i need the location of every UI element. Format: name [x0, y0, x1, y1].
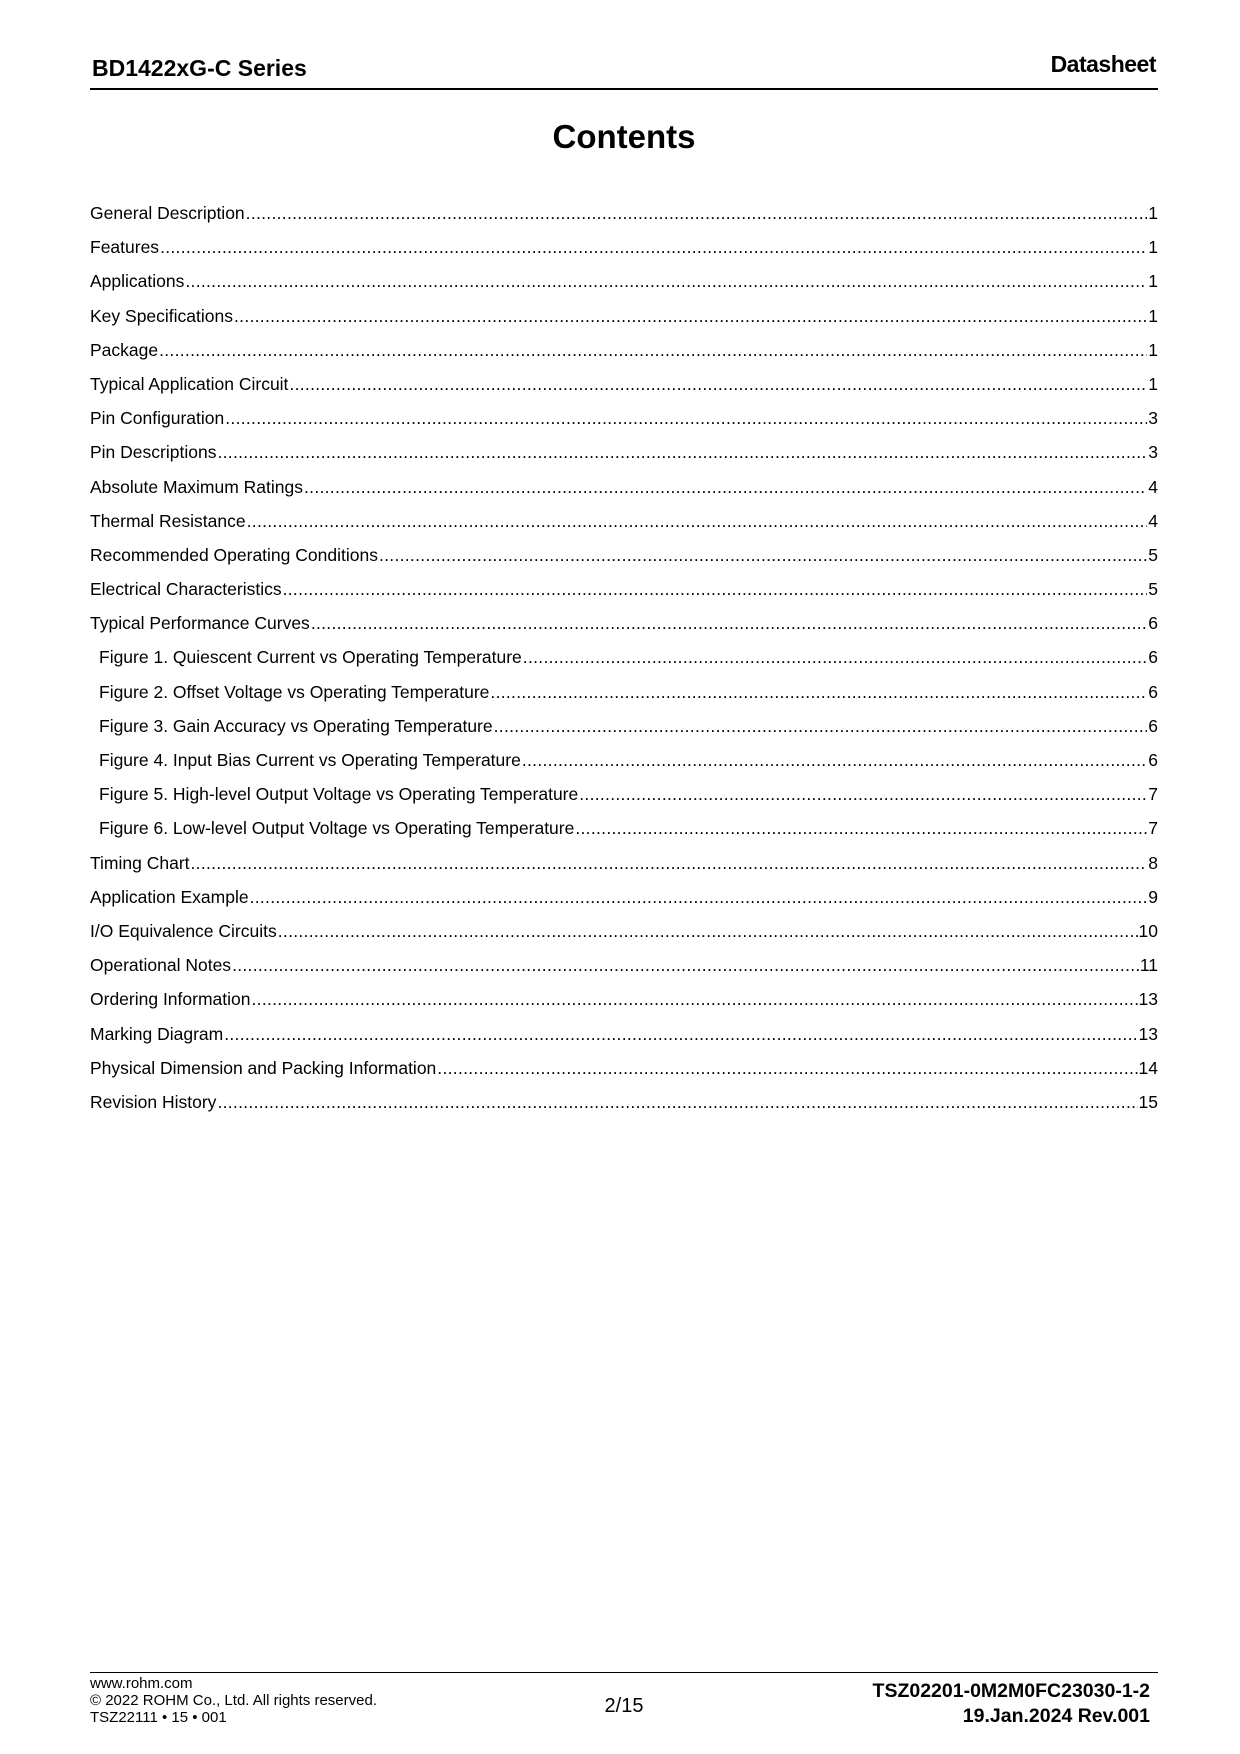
toc-dot-leader: [278, 914, 1138, 948]
toc-dot-leader: [579, 777, 1147, 811]
toc-entry-label: Pin Configuration: [90, 408, 225, 429]
toc-entry[interactable]: [90, 299, 1158, 333]
toc-entry[interactable]: [90, 572, 1158, 606]
toc-entry[interactable]: [90, 914, 1158, 948]
toc-dot-leader: [232, 948, 1139, 982]
toc-entry[interactable]: [90, 538, 1158, 572]
toc-entry-page: 11: [1139, 955, 1158, 976]
page-header: [90, 48, 1158, 90]
toc-dot-leader: [250, 880, 1148, 914]
toc-entry-page: 3: [1148, 408, 1158, 429]
toc-entry-page: 15: [1138, 1091, 1158, 1112]
toc-entry-label: Figure 2. Offset Voltage vs Operating Temperature: [99, 681, 490, 702]
toc-entry[interactable]: [90, 777, 1158, 811]
toc-dot-leader: [311, 606, 1147, 640]
toc-entry-page: 1: [1148, 237, 1158, 258]
page-footer: [90, 1672, 1158, 1733]
toc-entry-page: 6: [1148, 681, 1158, 702]
toc-entry-label: Timing Chart: [90, 852, 190, 873]
toc-entry-page: 7: [1148, 784, 1158, 805]
toc-entry-label: Figure 6. Low-level Output Voltage vs Operating Temperature: [99, 818, 575, 839]
toc-dot-leader: [490, 675, 1147, 709]
toc-entry[interactable]: [90, 982, 1158, 1016]
page-number: 2/15: [604, 1695, 644, 1717]
toc-entry[interactable]: [90, 675, 1158, 709]
toc-entry-label: Physical Dimension and Packing Information: [90, 1057, 437, 1078]
toc-entry-page: 6: [1148, 715, 1158, 736]
toc-dot-leader: [217, 1085, 1137, 1119]
toc-entry[interactable]: [90, 606, 1158, 640]
toc-entry[interactable]: [90, 1085, 1158, 1119]
toc-entry-label: Figure 3. Gain Accuracy vs Operating Temperature: [99, 715, 493, 736]
toc-entry-label: Thermal Resistance: [90, 510, 246, 531]
toc-dot-leader: [437, 1051, 1137, 1085]
toc-dot-leader: [191, 846, 1148, 880]
toc-entry-label: Typical Application Circuit: [90, 373, 289, 394]
toc-entry[interactable]: [90, 846, 1158, 880]
toc-entry-label: Absolute Maximum Ratings: [90, 476, 303, 497]
toc-entry-label: Figure 4. Input Bias Current vs Operating Temperature: [99, 750, 521, 770]
toc-entry[interactable]: [90, 504, 1158, 538]
toc-entry-page: 6: [1148, 750, 1158, 770]
toc-dot-leader: [247, 504, 1148, 538]
toc-entry-label: Figure 1. Quiescent Current vs Operating Temperature: [99, 647, 522, 668]
toc-dot-leader: [523, 640, 1147, 674]
copyright-text: © 2022 ROHM Co., Ltd. All rights reserved.: [90, 1692, 377, 1709]
toc-dot-leader: [522, 743, 1147, 777]
toc-dot-leader: [159, 333, 1147, 367]
toc-dot-leader: [283, 572, 1148, 606]
toc-entry-page: 3: [1148, 442, 1158, 463]
toc-entry-label: Application Example: [90, 886, 249, 907]
toc-entry-label: Marking Diagram: [90, 1023, 224, 1044]
toc-entry-page: 1: [1148, 305, 1158, 326]
form-code: TSZ22111 • 15 • 001: [90, 1709, 227, 1726]
toc-dot-leader: [246, 196, 1148, 230]
toc-dot-leader: [289, 367, 1147, 401]
series-name: BD1422xG-C Series: [92, 55, 307, 81]
footer-right: [873, 1679, 1150, 1729]
toc-entry-label: Operational Notes: [90, 955, 232, 976]
toc-entry[interactable]: [90, 1017, 1158, 1051]
toc-dot-leader: [160, 230, 1147, 264]
toc-entry[interactable]: [90, 640, 1158, 674]
toc-dot-leader: [225, 401, 1147, 435]
toc-entry[interactable]: [90, 230, 1158, 264]
toc-dot-leader: [234, 299, 1147, 333]
toc-entry-page: 1: [1148, 339, 1158, 360]
toc-entry-page: 1: [1148, 373, 1158, 394]
toc-entry-page: 7: [1148, 818, 1158, 839]
toc-entry-label: General Description: [90, 203, 245, 223]
toc-entry[interactable]: [90, 1051, 1158, 1085]
document-number: TSZ02201-0M2M0FC23030-1-2: [872, 1680, 1150, 1702]
toc-entry[interactable]: [90, 470, 1158, 504]
toc-entry[interactable]: [90, 709, 1158, 743]
toc-entry[interactable]: [90, 880, 1158, 914]
toc-dot-leader: [217, 435, 1147, 469]
toc-entry-label: I/O Equivalence Circuits: [90, 920, 277, 941]
toc-entry-page: 8: [1148, 852, 1158, 873]
toc-entry-page: 4: [1148, 510, 1158, 531]
toc-entry-label: Recommended Operating Conditions: [90, 544, 378, 565]
toc-entry[interactable]: [90, 367, 1158, 401]
toc-entry-page: 6: [1148, 613, 1158, 634]
toc-dot-leader: [185, 264, 1147, 298]
toc-entry[interactable]: [90, 435, 1158, 469]
toc-entry-label: Figure 5. High-level Output Voltage vs Operating Temperature: [99, 784, 579, 805]
toc-entry[interactable]: [90, 333, 1158, 367]
toc-entry-page: 1: [1148, 203, 1158, 223]
page-title: Contents: [552, 118, 696, 155]
toc-entry-label: Features: [90, 237, 160, 258]
toc-entry-label: Pin Descriptions: [90, 442, 217, 463]
toc-dot-leader: [304, 470, 1147, 504]
toc-entry-label: Ordering Information: [90, 989, 251, 1010]
toc-entry[interactable]: [90, 811, 1158, 845]
toc-entry-page: 13: [1138, 1023, 1158, 1044]
doc-type-label: Datasheet: [1050, 51, 1156, 77]
toc-entry[interactable]: [90, 743, 1158, 777]
toc-entry-page: 10: [1138, 920, 1158, 941]
toc-entry-page: 5: [1148, 544, 1158, 565]
toc-entry[interactable]: [90, 196, 1158, 230]
toc-entry-label: Revision History: [90, 1091, 217, 1112]
toc-entry-page: 1: [1148, 271, 1158, 292]
toc-dot-leader: [379, 538, 1147, 572]
toc-dot-leader: [575, 811, 1147, 845]
toc-entry-label: Package: [90, 339, 159, 360]
toc-entry[interactable]: [90, 401, 1158, 435]
toc-entry-page: 4: [1148, 476, 1158, 497]
date-revision: 19.Jan.2024 Rev.001: [962, 1705, 1150, 1727]
toc-dot-leader: [494, 709, 1148, 743]
toc-entry-label: Key Specifications: [90, 305, 233, 326]
toc-entry-page: 6: [1148, 647, 1158, 668]
toc-dot-leader: [252, 982, 1138, 1016]
toc-entry-page: 5: [1148, 579, 1158, 600]
toc-entry-label: Applications: [90, 271, 185, 292]
table-of-contents: [90, 196, 1158, 1119]
toc-entry-page: 13: [1138, 989, 1158, 1010]
website-link[interactable]: www.rohm.com: [90, 1675, 193, 1692]
toc-entry-label: Typical Performance Curves: [90, 613, 310, 634]
toc-dot-leader: [224, 1017, 1137, 1051]
toc-entry-page: 14: [1138, 1057, 1158, 1078]
toc-entry[interactable]: [90, 948, 1158, 982]
toc-entry-page: 9: [1148, 886, 1158, 907]
toc-entry[interactable]: [90, 264, 1158, 298]
toc-entry-label: Electrical Characteristics: [90, 579, 282, 600]
